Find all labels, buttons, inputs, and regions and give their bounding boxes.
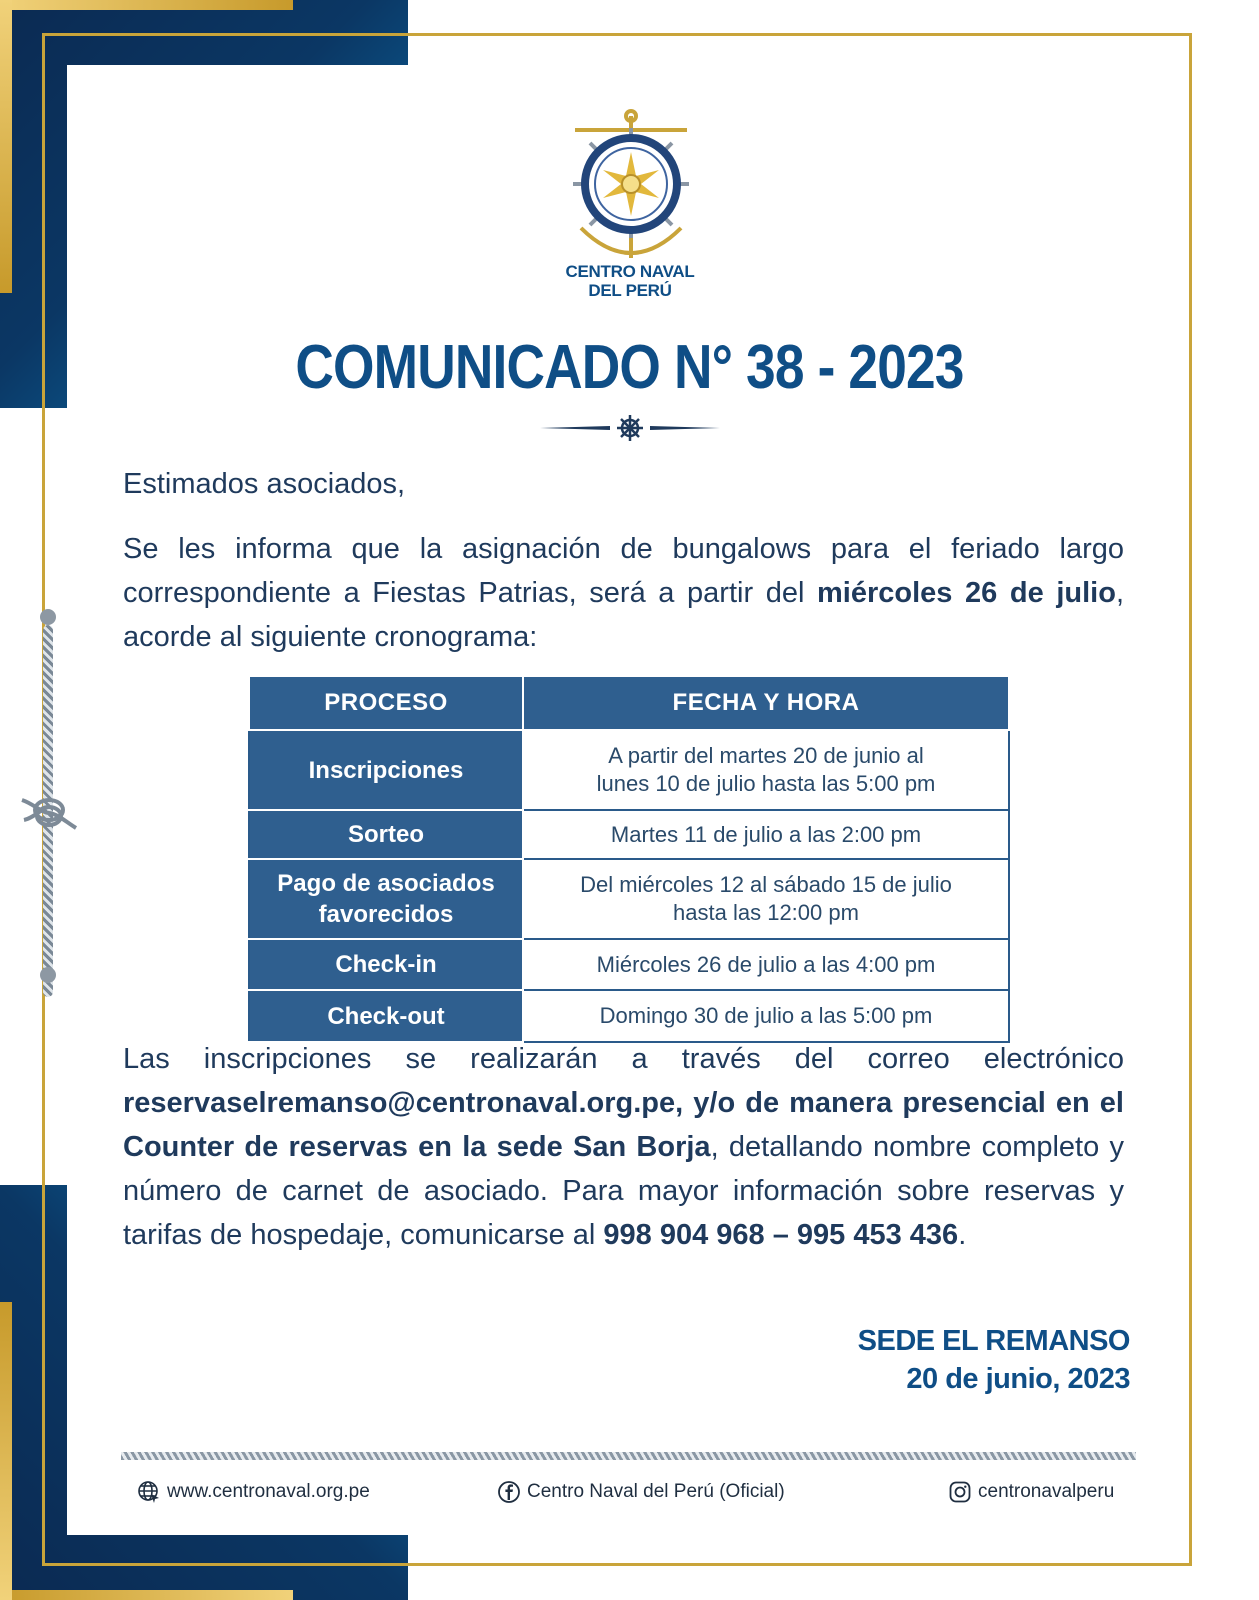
contact-phones: 998 904 968 – 995 453 436: [603, 1219, 959, 1251]
gold-accent: [0, 0, 293, 10]
gold-accent: [0, 0, 12, 293]
column-header-process: PROCESO: [249, 676, 523, 730]
intro-text: Se les informa que la asignación de bungalows para el feriado largo correspondiente a Fiestas Patrias, será a partir del: [123, 533, 1124, 609]
column-header-date: FECHA Y HORA: [523, 676, 1009, 730]
signature-block: [780, 1322, 1130, 1398]
rope-end-icon: [40, 967, 56, 983]
footer-website[interactable]: [137, 1480, 370, 1504]
process-cell: Sorteo: [249, 810, 523, 859]
date-cell: [523, 939, 1009, 990]
rope-knot-icon: [20, 790, 78, 836]
contact-email-and-location: reservaselremanso@centronaval.org.pe, y/o de manera presencial en el Counter de reservas en la sede San Borja: [123, 1087, 1124, 1163]
date-cell: [523, 859, 1009, 939]
date-line: Martes 11 de julio a las 2:00 pm: [610, 821, 922, 847]
centro-naval-emblem-icon: [561, 108, 701, 268]
table-row: [249, 990, 1009, 1042]
table-row: [249, 859, 1009, 939]
intro-paragraph: [123, 527, 1124, 659]
footer-instagram[interactable]: [948, 1480, 1114, 1504]
footer-rope-divider: [121, 1452, 1136, 1460]
process-cell: Pago de asociados favorecidos: [249, 859, 523, 939]
table-row: [249, 810, 1009, 859]
footer-facebook[interactable]: [497, 1480, 785, 1504]
date-line: hasta las 12:00 pm: [673, 900, 859, 925]
date-line: lunes 10 de julio hasta las 5:00 pm: [596, 771, 936, 796]
closing-text: Las inscripciones se realizarán a través del correo electrónico: [123, 1043, 1124, 1075]
date-line: Miércoles 26 de julio a las 4:00 pm: [596, 951, 936, 977]
logo-wordmark: [500, 262, 760, 300]
date-line: A partir del martes 20 de junio al: [608, 743, 924, 768]
date-cell: [523, 810, 1009, 859]
date-cell: [523, 990, 1009, 1042]
logo-line-2: DEL PERÚ: [588, 281, 672, 300]
globe-icon: [137, 1480, 161, 1504]
process-cell: Check-in: [249, 939, 523, 990]
table-header-row: [249, 676, 1009, 730]
gold-accent: [0, 1590, 293, 1600]
highlight-date: miércoles 26 de julio: [817, 577, 1116, 609]
process-cell: Check-out: [249, 990, 523, 1042]
signature-date: 20 de junio, 2023: [906, 1363, 1130, 1395]
date-cell: [523, 730, 1009, 810]
logo-line-1: CENTRO NAVAL: [565, 262, 695, 281]
closing-paragraph: [123, 1037, 1124, 1257]
facebook-link[interactable]: Centro Naval del Perú (Oficial): [527, 1481, 785, 1502]
process-cell: Inscripciones: [249, 730, 523, 810]
date-line: Del miércoles 12 al sábado 15 de julio: [580, 872, 952, 897]
signature-sede: SEDE EL REMANSO: [857, 1325, 1130, 1357]
instagram-icon: [948, 1480, 972, 1504]
closing-text: , detallando nombre completo y número de carnet de asociado. Para mayor información sobre reservas y tarifas de hospedaje, comunicarse al: [123, 1131, 1124, 1251]
table-row: [249, 730, 1009, 810]
date-line: Domingo 30 de julio a las 5:00 pm: [599, 1003, 933, 1028]
instagram-link[interactable]: centronavalperu: [978, 1481, 1115, 1502]
schedule-table: [248, 675, 1010, 1043]
page-title: COMUNICADO N° 38 - 2023: [295, 333, 964, 402]
intro-text-end: , acorde al siguiente cronograma:: [123, 577, 1124, 653]
facebook-icon: [497, 1480, 521, 1504]
table-row: [249, 939, 1009, 990]
rope-end-icon: [40, 609, 56, 625]
gold-accent: [0, 1302, 12, 1600]
website-link[interactable]: www.centronaval.org.pe: [167, 1481, 370, 1502]
greeting: Estimados asociados,: [123, 468, 406, 500]
ship-wheel-divider-icon: [540, 413, 720, 443]
closing-text-end: .: [958, 1219, 967, 1251]
